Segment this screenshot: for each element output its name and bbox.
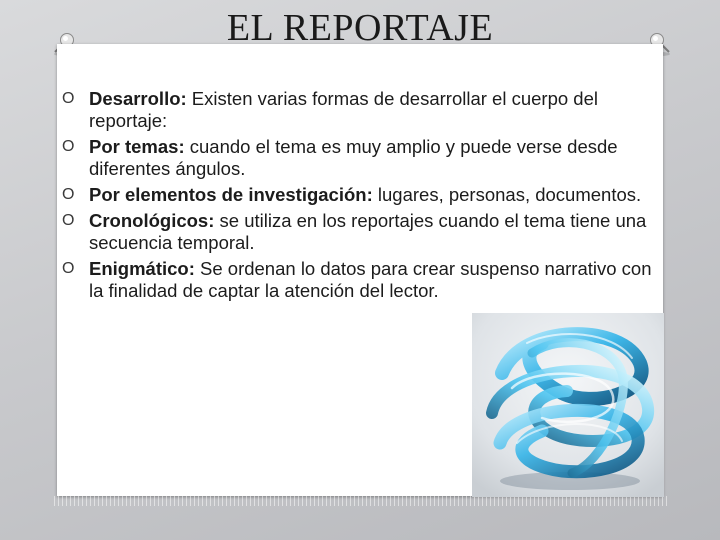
bullet-item [62, 88, 662, 132]
bullet-list [62, 88, 662, 306]
bullet-item [62, 184, 662, 206]
bullet-item [62, 210, 662, 254]
bullet-item [62, 136, 662, 180]
bullet-text: cuando el tema es muy amplio y puede verse desde diferentes ángulos. [89, 136, 618, 179]
abstract-ribbon-image [472, 313, 664, 497]
bullet-text: Existen varias formas de desarrollar el cuerpo del reportaje: [89, 88, 598, 131]
bullet-lead: Desarrollo: [89, 88, 187, 109]
bullet-item [62, 258, 662, 302]
bullet-text: se utiliza en los reportajes cuando el tema tiene una secuencia temporal. [89, 210, 647, 253]
bullet-text: lugares, personas, documentos. [372, 184, 642, 205]
bullet-marker: O [62, 90, 75, 107]
bullet-marker: O [62, 138, 75, 155]
bullet-marker: O [62, 186, 75, 203]
bullet-marker: O [62, 260, 75, 277]
slide-title: EL REPORTAJE [226, 7, 494, 49]
bullet-lead: Enigmático: [89, 258, 195, 279]
bullet-lead: Por temas: [89, 136, 185, 157]
title-plate [215, 6, 505, 50]
bullet-marker: O [62, 212, 75, 229]
bullet-lead: Por elementos de investigación: [89, 184, 373, 205]
bullet-lead: Cronológicos: [89, 210, 215, 231]
bullet-text: Se ordenan lo datos para crear suspenso narrativo con la finalidad de captar la atención del lector. [89, 258, 652, 301]
ribbon-sculpture-icon [472, 313, 664, 497]
